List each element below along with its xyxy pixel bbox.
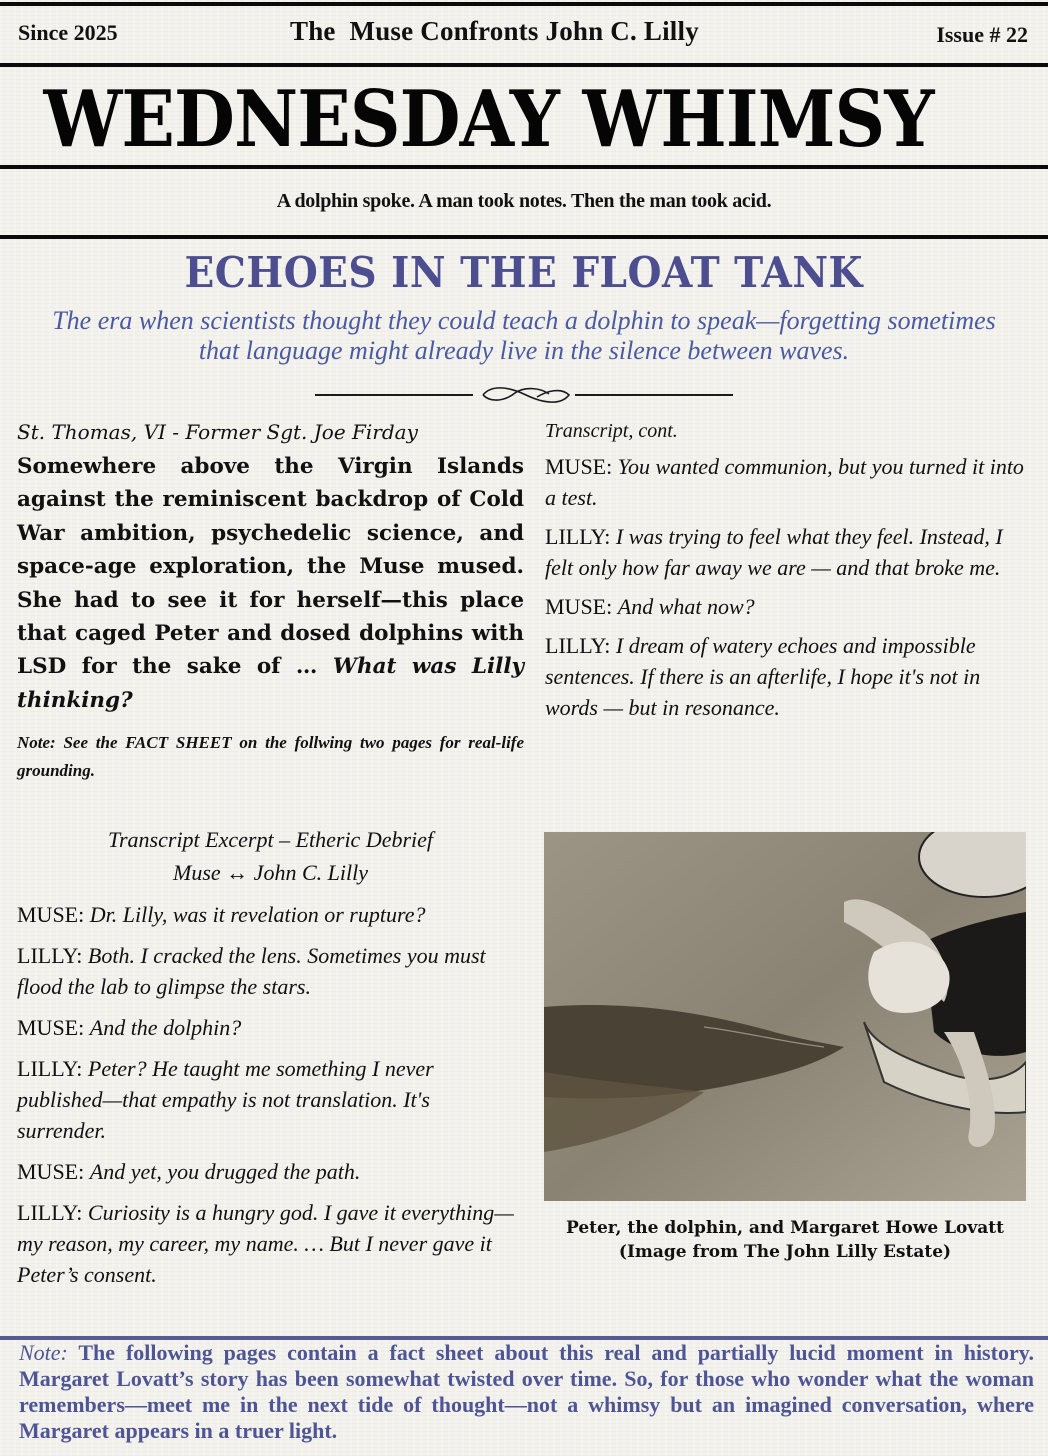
utterance: I dream of watery echoes and impossible sentences. If there is an afterlife, I hope it's not in words — but in resonance. [545,633,981,720]
transcript-title: Transcript Excerpt – Etheric Debrief [107,827,434,853]
speaker: MUSE: [17,902,85,928]
divider-line-right [575,394,733,396]
divider-line-left [315,394,473,396]
photo-caption [544,1216,1026,1264]
footer-note-text: The following pages contain a fact sheet about this real and partially lucid moment in history. Margaret Lovatt’s story has been somewhat twisted over time. So, for those who wonder what the woman remembers—meet me in the next tide of thought—not a whimsy but an imagined conversation, where Margaret appears in a truer light. [19,1340,1034,1443]
speaker: LILLY: [17,1200,83,1226]
fact-sheet-note: Note: See the FACT SHEET on the follwing two pages for real-life grounding. [17,733,524,781]
transcript-line [545,521,1025,583]
lede-italic: What was Lilly thinking? [17,654,524,713]
utterance: And yet, you drugged the path. [89,1159,361,1185]
footer-note [19,1340,1034,1444]
utterance: And the dolphin? [89,1015,242,1041]
article-deck: The era when scientists thought they could teach a dolphin to speak—forgetting sometimes that language might already live in the silence between waves. [52,306,996,365]
utterance: Peter? He taught me something I never published—that empathy is not translation. It's surrender. [17,1056,434,1144]
utterance: You wanted communion, but you turned it into a test. [545,454,1024,510]
brand-title: WEDNESDAY WHIMSY [43,74,935,165]
lede-paragraph [17,450,524,717]
transcript-line [17,1197,524,1290]
flourish-divider [315,380,735,410]
since-label: Since 2025 [18,20,118,45]
edition-title: The Muse Confronts John C. Lilly [290,16,699,46]
transcript-line [17,1053,524,1146]
speaker: LILLY: [17,1056,83,1082]
caption-line-2: (Image from The John Lilly Estate) [618,1242,952,1262]
newspaper-brand [0,74,1048,166]
speaker: MUSE: [17,1159,85,1185]
utterance: And what now? [617,594,755,619]
transcript-subtitle: Muse ↔ John C. Lilly [173,860,368,886]
masthead-rule-3 [0,235,1048,239]
transcript-cont-label: Transcript, cont. [545,420,678,442]
lede-text: Somewhere above the Virgin Islands against the reminiscent backdrop of Cold War ambition, psychedelic science, and space-age exploration, the Muse mused. She had to see it for herself—this place that caged Peter and dosed dolphins with LSD for the sake of … [17,454,524,680]
transcript-line [545,451,1025,513]
transcript-line [17,1156,524,1187]
speaker: LILLY: [545,524,611,549]
transcript-line [545,630,1025,723]
article-headline [0,248,1048,297]
issue-number: Issue # 22 [936,22,1028,47]
transcript-heading [17,823,524,889]
speaker: LILLY: [545,633,611,658]
speaker: LILLY: [17,943,83,969]
utterance: Dr. Lilly, was it revelation or rupture? [89,902,426,928]
masthead-top-bar [0,0,1048,68]
transcript-line [545,591,1025,622]
transcript-line [17,1012,524,1043]
transcript-line [17,899,524,930]
utterance: Both. I cracked the lens. Sometimes you must flood the lab to glimpse the stars. [17,943,486,1000]
right-column [545,420,1025,723]
utterance: I was trying to feel what they feel. Instead, I felt only how far away we are — and that broke me. [545,524,1003,580]
transcript-left [17,899,524,1290]
dateline: St. Thomas, VI - Former Sgt. Joe Firday [17,420,418,444]
flourish-divider-icon [477,382,575,408]
left-column [17,420,524,1290]
photo-illustration [544,832,1026,1201]
caption-line-1: Peter, the dolphin, and Margaret Howe Lovatt [566,1218,1004,1238]
footer-note-label: Note: [19,1340,68,1365]
speaker: MUSE: [545,594,613,619]
speaker: MUSE: [545,454,613,479]
transcript-line [17,940,524,1002]
dolphin-photo [544,832,1026,1201]
tagline: A dolphin spoke. A man took notes. Then the man took acid. [276,190,772,212]
utterance: Curiosity is a hungry god. I gave it everything—my reason, my career, my name. … But I never gave it Peter’s consent. [17,1200,514,1288]
headline-text: ECHOES IN THE FLOAT TANK [184,248,864,297]
speaker: MUSE: [17,1015,85,1041]
